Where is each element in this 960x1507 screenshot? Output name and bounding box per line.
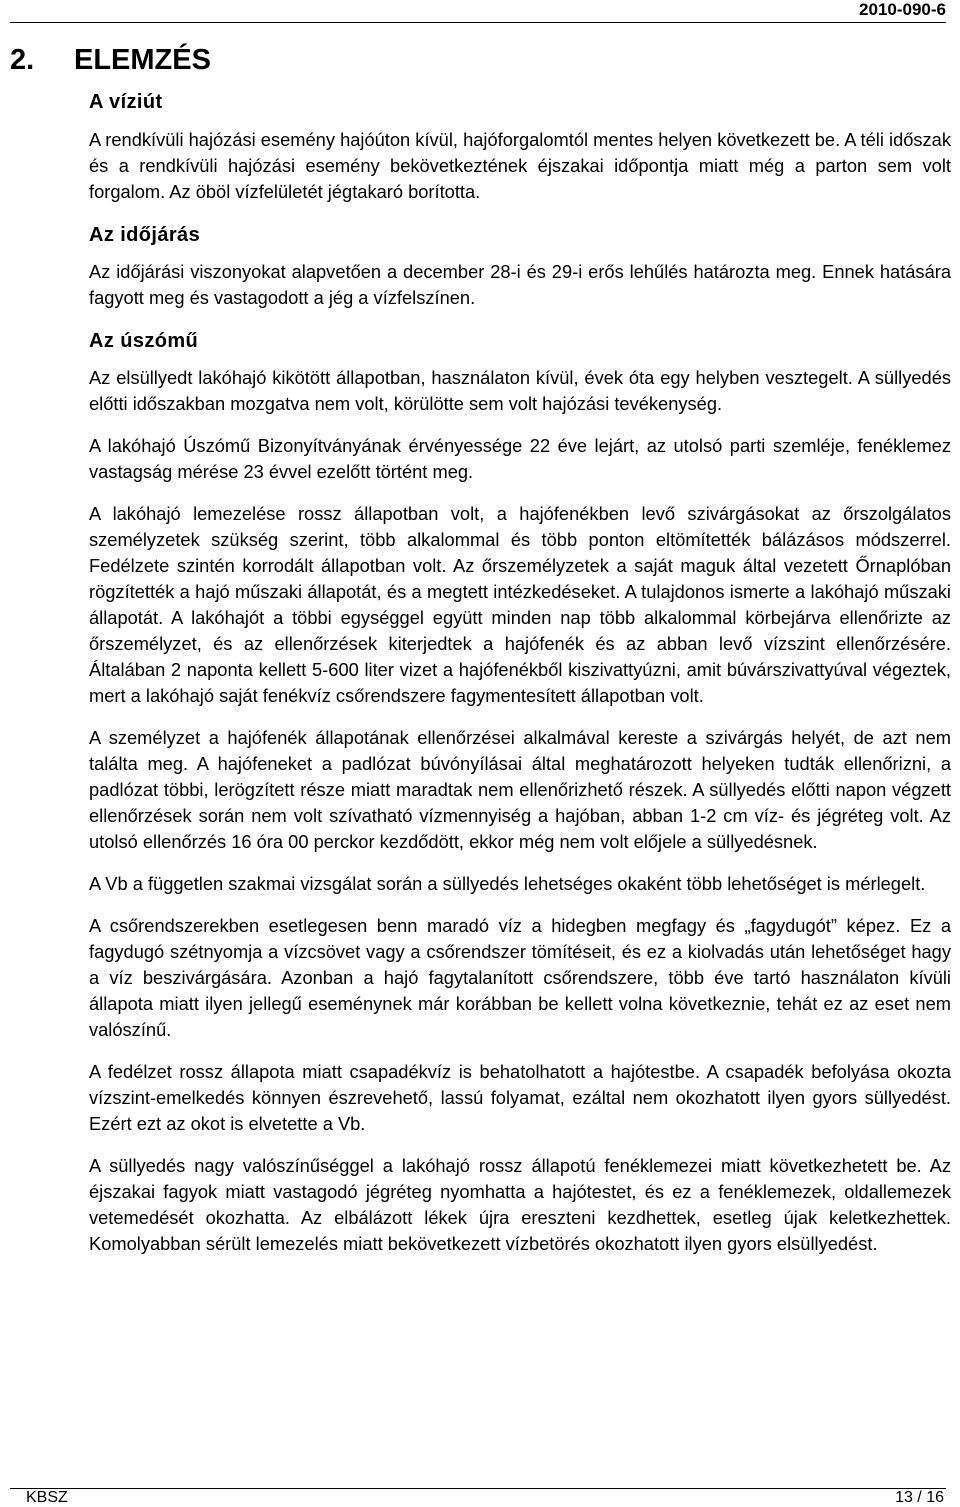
paragraph: A lakóhajó Úszómű Bizonyítványának érvényessége 22 éve lejárt, az utolsó parti szemléje, fenéklemez vastagság mérése 23 évvel ezelőtt történt meg. <box>89 435 951 482</box>
chapter-number: 2. <box>10 44 35 76</box>
section-heading-viziut: A víziút <box>89 91 163 113</box>
paragraph: A csőrendszerekben esetlegesen benn maradó víz a hidegben megfagy és „fagydugót” képez. Ez a fagydugó szétnyomja a vízcsövet vagy a csőrendszer tömítéseit, és ez a kiolvadás után lehetőséget hagy a víz beszivárgására. Azonban a hajó fagytalanított csőrendszere, több éve tartó használaton kívüli állapota miatt ilyen jellegű eseménynek már korábban be kellett volna következnie, tehát ez az eset nem valószínű. <box>89 915 951 1040</box>
document-id: 2010-090-6 <box>859 0 946 19</box>
chapter-heading <box>10 40 211 80</box>
paragraph: A Vb a független szakmai vizsgálat során a süllyedés lehetséges okaként több lehetőséget is mérlegelt. <box>89 873 926 894</box>
paragraph: Az elsüllyedt lakóhajó kikötött állapotban, használaton kívül, évek óta egy helyben vesztegelt. A süllyedés előtti időszakban mozgatva nem volt, körülötte sem volt hajózási tevékenység. <box>89 367 951 414</box>
paragraph: A rendkívüli hajózási esemény hajóúton kívül, hajóforgalomtól mentes helyen következett be. A téli időszak és a rendkívüli hajózási esemény bekövetkeztének éjszakai időpontja miatt még a parton sem volt forgalom. Az öböl vízfelületét jégtakaró borította. <box>89 129 951 202</box>
footer-divider <box>10 1488 946 1489</box>
paragraph: Az időjárási viszonyokat alapvetően a december 28-i és 29-i erős lehűlés határozta meg. Ennek hatására fagyott meg és vastagodott a jég a vízfelszínen. <box>89 261 951 308</box>
chapter-title: ELEMZÉS <box>74 44 211 76</box>
page-number: 13 / 16 <box>895 1489 944 1506</box>
header-divider <box>10 22 946 23</box>
paragraph: A személyzet a hajófenék állapotának ellenőrzései alkalmával kereste a szivárgás helyét, de azt nem találta meg. A hajófeneket a padlózat búvónyílásai által meghatározott helyeken tudták ellenőrizni, a padlózat többi, lerögzített része miatt maradtak nem ellenőrizhető részek. A süllyedés előtti napon végzett ellenőrzések során nem volt szívatható vízmennyiség a hajóban, abban 1-2 cm víz- és jégréteg volt. Az utolsó ellenőrzés 16 óra 00 perckor kezdődött, ekkor még nem volt előjele a süllyedésnek. <box>89 727 951 852</box>
paragraph: A lakóhajó lemezelése rossz állapotban volt, a hajófenékben levő szivárgásokat az őrszolgálatos személyzetek szükség szerint, több alkalommal és több ponton eltömítették bálázásos módszerrel. Fedélzete szintén korrodált állapotban volt. Az őrszemélyzetek a saját maguk által vezetett Őrnaplóban rögzítették a hajó műszaki állapotát, és a megtett intézkedéseket. A tulajdonos ismerte a lakóhajó műszaki állapotát. A lakóhajót a többi egységgel együtt minden nap több alkalommal körbejárva ellenőrizte az őrszemélyzet, és az ellenőrzések kiterjedtek a hajófenék és az abban levő vízszint ellenőrzésére. Általában 2 naponta kellett 5-600 liter vizet a hajófenékből kiszivattyúzni, amit búvárszivattyúval végeztek, mert a lakóhajó saját fenékvíz csőrendszere fagymentesített állapotban volt. <box>89 503 951 706</box>
section-heading-idojaras: Az időjárás <box>89 224 201 246</box>
paragraph: A süllyedés nagy valószínűséggel a lakóhajó rossz állapotú fenéklemezei miatt következhetett be. Az éjszakai fagyok miatt vastagodó jégréteg nyomhatta a hajótestet, és ez a fenéklemezek, oldallemezek vetemedését okozhatta. Az elbálázott lékek újra ereszteni kezdhettek, esetleg újak keletkezhettek. Komolyabban sérült lemezelés miatt bekövetkezett vízbetörés okozhatott ilyen gyors elsüllyedést. <box>89 1155 951 1254</box>
section-heading-uszomu: Az úszómű <box>89 330 199 352</box>
page-body <box>89 88 951 1273</box>
paragraph: A fedélzet rossz állapota miatt csapadékvíz is behatolhatott a hajótestbe. A csapadék befolyása okozta vízszint-emelkedés könnyen észrevehető, lassú folyamat, ezáltal nem okozhatott ilyen gyors süllyedést. Ezért ezt az okot is elvetette a Vb. <box>89 1061 951 1134</box>
footer-organization: KBSZ <box>26 1489 68 1506</box>
